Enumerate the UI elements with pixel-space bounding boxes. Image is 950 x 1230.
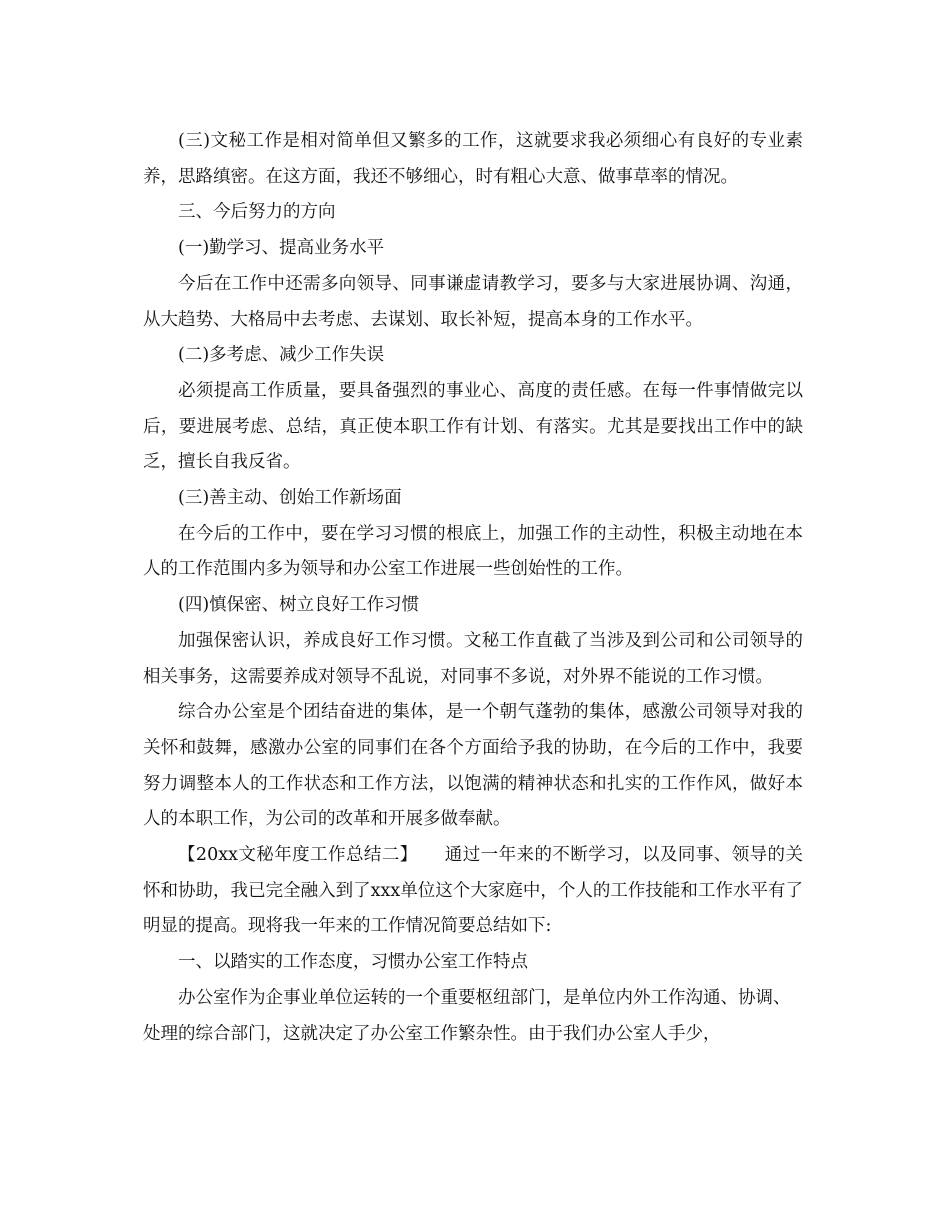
paragraph-office-thanks: 综合办公室是个团结奋进的集体，是一个朝气蓬勃的集体，感激公司领导对我的关怀和鼓舞，感激办公室的同事们在各个方面给予我的协助，在今后的工作中，我要努力调整本人的工作状态和工作方法，以饱满的精神状态和扎实的工作作风，做好本人的本职工作，为公司的改革和开展多做奉献。 bbox=[143, 702, 803, 830]
subheading-study: (一)勤学习、提高业务水平 bbox=[178, 238, 385, 259]
section-heading-future-direction: 三、今后努力的方向 bbox=[178, 202, 336, 223]
paragraph-study: 今后在工作中还需多向领导、同事谦虚请教学习，要多与大家进展协调、沟通，从大趋势、大格局中去考虑、去谋划、取长补短，提高本身的工作水平。 bbox=[143, 273, 803, 330]
paragraph-secretarial-work-note: (三)文秘工作是相对简单但又繁多的工作，这就要求我必须细心有良好的专业素养，思路缜密。在这方面，我还不够细心，时有粗心大意、做事草率的情况。 bbox=[143, 131, 803, 187]
paragraph-summary-two-intro: 【20xx文秘年度工作总结二】 通过一年来的不断学习，以及同事、领导的关怀和协助，我已完全融入到了xxx单位这个大家庭中，个人的工作技能和工作水平有了明显的提高。现将我一年来的工作情况简要总结如下: bbox=[143, 845, 803, 937]
paragraph-initiative: 在今后的工作中，要在学习习惯的根底上，加强工作的主动性，积极主动地在本人的工作范围内多为领导和办公室工作进展一些创始性的工作。 bbox=[143, 523, 803, 580]
subheading-initiative: (三)善主动、创始工作新场面 bbox=[178, 488, 402, 509]
section-heading-work-attitude: 一、以踏实的工作态度，习惯办公室工作特点 bbox=[178, 952, 528, 973]
document-body bbox=[143, 124, 803, 1052]
subheading-reduce-errors: (二)多考虑、减少工作失误 bbox=[178, 345, 385, 366]
paragraph-office-role: 办公室作为企事业单位运转的一个重要枢纽部门，是单位内外工作沟通、协调、处理的综合部门，这就决定了办公室工作繁杂性。由于我们办公室人手少， bbox=[143, 987, 791, 1044]
subheading-confidentiality: (四)慎保密、树立良好工作习惯 bbox=[178, 595, 420, 616]
paragraph-reduce-errors: 必须提高工作质量，要具备强烈的事业心、高度的责任感。在每一件事情做完以后，要进展考虑、总结，真正使本职工作有计划、有落实。尤其是要找出工作中的缺乏，擅长自我反省。 bbox=[143, 380, 803, 473]
paragraph-confidentiality: 加强保密认识，养成良好工作习惯。文秘工作直截了当涉及到公司和公司领导的相关事务，这需要养成对领导不乱说，对同事不多说，对外界不能说的工作习惯。 bbox=[143, 630, 803, 687]
